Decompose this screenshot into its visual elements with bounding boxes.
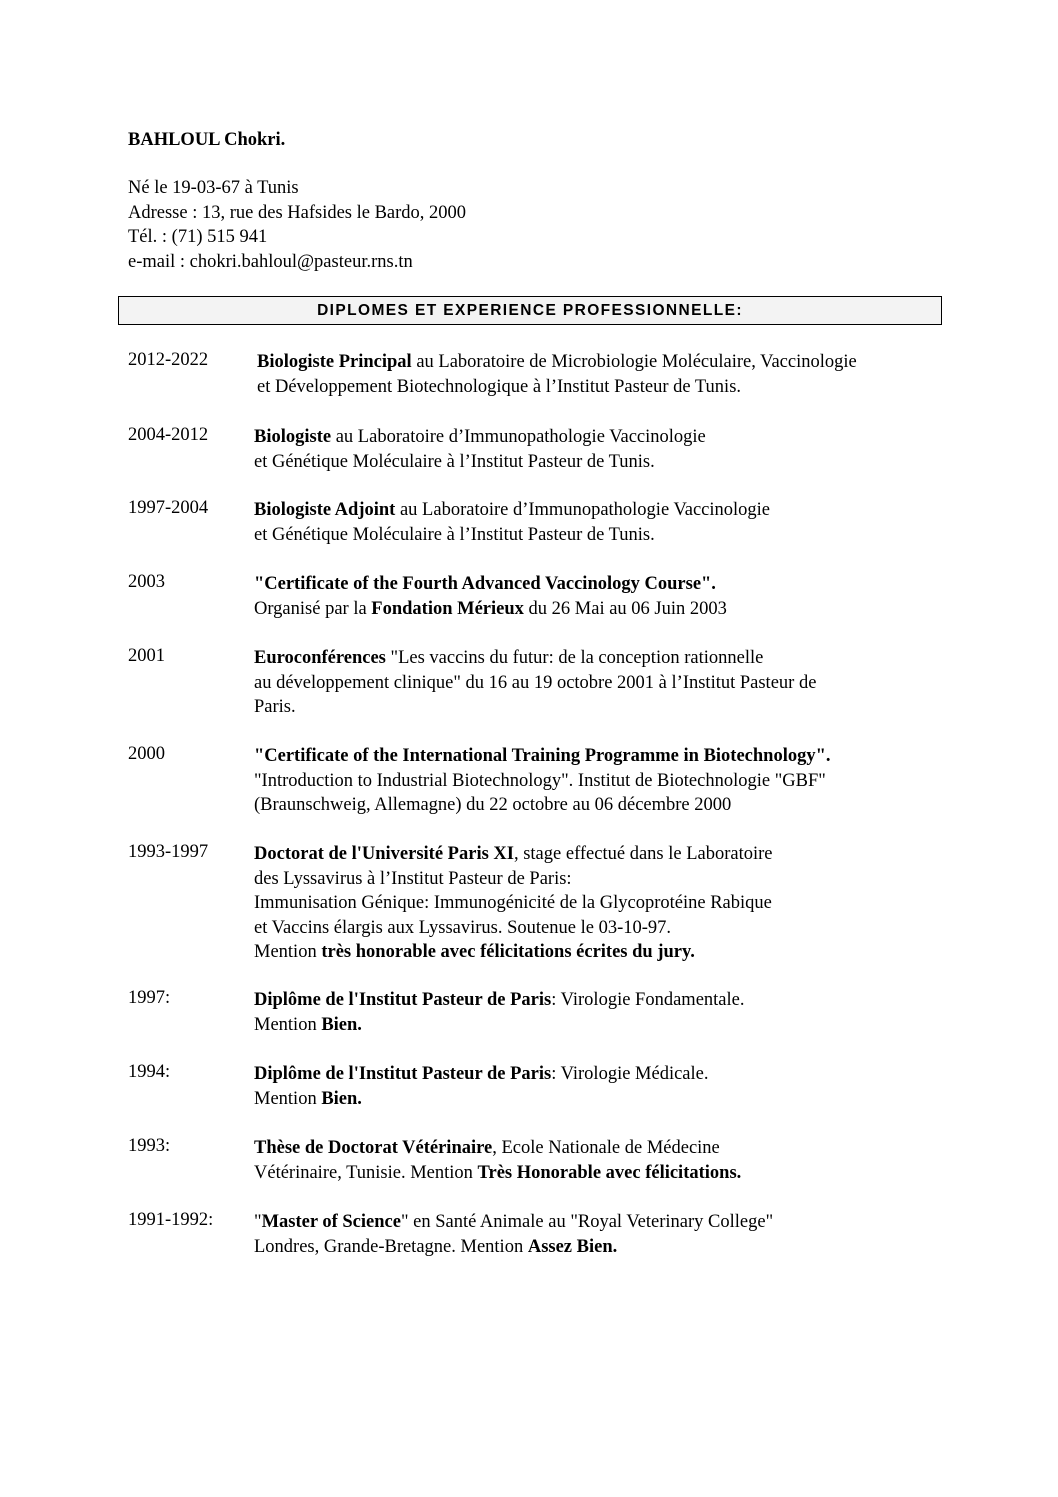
entry-text: au Laboratoire d’Immunopathologie Vaccinologie [331,427,706,447]
entry-text: des Lyssavirus à l’Institut Pasteur de Paris: [254,868,572,889]
email: e-mail : chokri.bahloul@pasteur.rns.tn [128,251,413,272]
entry-text: "Les vaccins du futur: de la conception rationnelle [385,648,764,668]
entry-text: (Braunschweig, Allemagne) du 22 octobre au 06 décembre 2000 [254,795,732,815]
person-name: BAHLOUL Chokri. [128,130,286,150]
entry-text: Mention [254,1088,322,1109]
entry-mention: Bien. [321,1088,362,1109]
entry-text: : Virologie Fondamentale. [551,990,745,1010]
entry-title: Doctorat de l'Université Paris XI [254,844,514,864]
entry-body [254,1136,741,1185]
entry-title: Biologiste Adjoint [254,500,396,520]
entry-mention: Bien. [321,1014,362,1035]
entry-text: et Développement Biotechnologique à l’Institut Pasteur de Tunis. [257,376,742,397]
entry-title: "Certificate of the Fourth Advanced Vaccinology Course". [254,574,716,594]
entry-title: Diplôme de l'Institut Pasteur de Paris [254,990,552,1010]
entry-mention: très honorable avec félicitations écrites du jury. [321,942,695,962]
entry-title: Master of Science [261,1212,401,1232]
entry-text: au développement clinique" du 16 au 19 octobre 2001 à l’Institut Pasteur de [254,672,817,693]
entry-text: et Génétique Moléculaire à l’Institut Pasteur de Tunis. [254,524,655,545]
entry-body [257,350,857,399]
entry-text: Mention [254,1014,322,1035]
entry-year: 1993: [128,1136,171,1156]
entry-body [254,744,831,818]
contact-block [128,176,466,274]
entry-year: 2004-2012 [128,425,209,445]
entry-text: au Laboratoire de Microbiologie Moléculaire, Vaccinologie [411,352,857,372]
entry-body [254,1062,709,1111]
entry-text: Organisé par la [254,598,372,619]
entry-body [254,572,727,621]
entry-body [254,498,770,547]
entry-year: 2003 [128,572,165,592]
entry-text: et Vaccins élargis aux Lyssavirus. Soutenue le 03-10-97. [254,917,672,938]
entry-text: , Ecole Nationale de Médecine [492,1138,720,1158]
entry-body [254,988,744,1037]
entry-text: " en Santé Animale au "Royal Veterinary College" [400,1212,774,1232]
birth-info: Né le 19-03-67 à Tunis [128,178,299,198]
entry-text: Vétérinaire, Tunisie. Mention [254,1162,478,1183]
entry-org: Fondation Mérieux [371,598,524,619]
entry-text: " [254,1212,262,1232]
entry-text: Paris. [254,697,296,717]
section-title: DIPLOMES ET EXPERIENCE PROFESSIONNELLE: [118,296,942,325]
entry-year: 2012-2022 [128,350,209,370]
entry-text: au Laboratoire d’Immunopathologie Vaccinologie [395,500,771,520]
entry-title: Diplôme de l'Institut Pasteur de Paris [254,1064,552,1084]
entry-year: 1991-1992: [128,1210,214,1230]
entry-body [254,425,706,474]
entry-text: Mention [254,942,322,962]
entry-year: 1994: [128,1062,171,1082]
entry-mention: Assez Bien. [527,1236,618,1257]
entry-year: 1993-1997 [128,842,209,862]
entry-title: Euroconférences [254,648,386,668]
entry-title: "Certificate of the International Training Programme in Biotechnology". [254,746,831,766]
entry-body [254,646,816,720]
entry-mention: Très Honorable avec félicitations. [477,1162,742,1183]
entry-year: 1997-2004 [128,498,209,518]
entry-text: Londres, Grande-Bretagne. Mention [254,1236,528,1257]
entry-text: et Génétique Moléculaire à l’Institut Pasteur de Tunis. [254,451,655,472]
phone: Tél. : (71) 515 941 [128,227,268,247]
entry-title: Biologiste Principal [257,352,412,372]
entry-body [254,1210,773,1259]
entry-year: 1997: [128,988,171,1008]
entry-title: Thèse de Doctorat Vétérinaire [254,1138,493,1158]
entry-text: "Introduction to Industrial Biotechnology". Institut de Biotechnologie "GBF" [254,770,826,791]
entry-year: 2001 [128,646,165,666]
entry-year: 2000 [128,744,165,764]
entry-text: , stage effectué dans le Laboratoire [513,844,773,864]
entry-text: Immunisation Génique: Immunogénicité de la Glycoprotéine Rabique [254,893,772,913]
entry-title: Biologiste [254,427,332,447]
entry-text: : Virologie Médicale. [551,1064,709,1084]
address: Adresse : 13, rue des Hafsides le Bardo, 2000 [128,202,467,223]
entry-body [254,842,773,965]
entry-text: du 26 Mai au 06 Juin 2003 [523,598,727,619]
